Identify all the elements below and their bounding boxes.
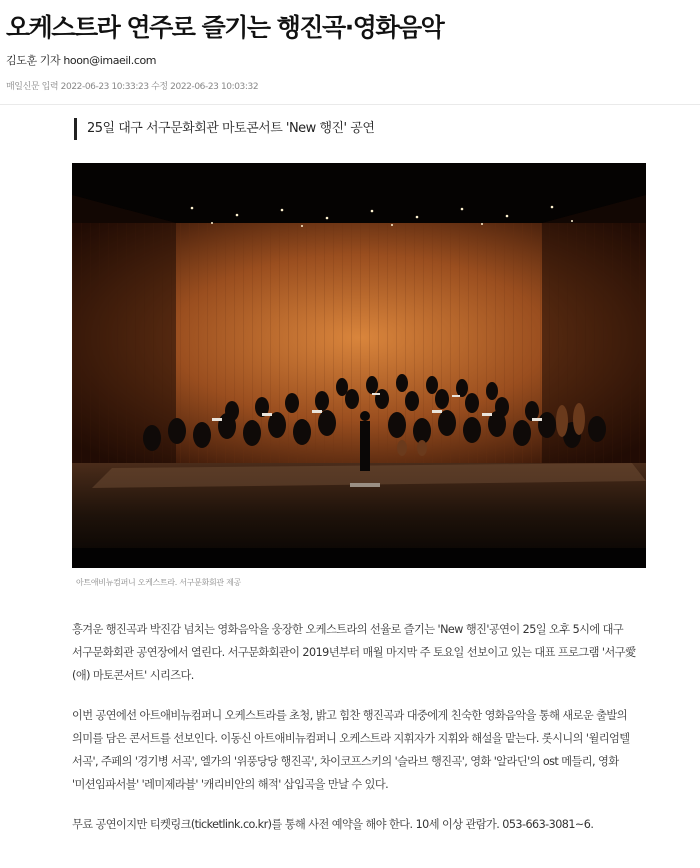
article-paragraph: 무료 공연이지만 티켓링크(ticketlink.co.kr)를 통해 사전 예약을 해야 한다. 10세 이상 관람가. 053-663-3081~6.: [72, 818, 594, 831]
article-subheading: 25일 대구 서구문화회관 마토콘서트 'New 행진' 공연: [74, 118, 374, 140]
article-byline[interactable]: 김도훈 기자 hoon@imaeil.com: [6, 54, 157, 67]
article-body: [72, 618, 650, 853]
header-divider: [0, 104, 700, 105]
article-dates: 매일신문 입력 2022-06-23 10:33:23 수정 2022-06-23 10:03:32: [6, 82, 259, 92]
article-headline: 오케스트라 연주로 즐기는 행진곡·영화음악: [6, 13, 444, 42]
photo-caption: 아트애비뉴컴퍼니 오케스트라. 서구문화회관 제공: [76, 578, 241, 587]
article-photo: [72, 163, 646, 568]
article-paragraph: 흥겨운 행진곡과 박진감 넘치는 영화음악을 웅장한 오케스트라의 선율로 즐기는 'New 행진'공연이 25일 오후 5시에 대구 서구문화회관 공연장에서 열린다. 서구문화회관이 2019년부터 매월 마지막 주 토요일 선보이고 있는 대표 프로그램 '서구愛(애) 마토콘서트' 시리즈다.: [72, 623, 636, 682]
article-paragraph: 이번 공연에선 아트애비뉴컴퍼니 오케스트라를 초청, 밝고 힘찬 행진곡과 대중에게 친숙한 영화음악을 통해 새로운 출발의 의미를 담은 콘서트를 선보인다. 이동신 아트애비뉴컴퍼니 오케스트라 지휘자가 지휘와 해설을 맡는다. 롯시니의 '윌리엄텔 서곡', 주페의 '경기병 서곡', 엘가의 '위풍당당 행진곡', 차이코프스키의 '슬라브 행진곡', 영화 '알라딘'의 ost 메들리, 영화 '미션임파서블' '레미제라블' '캐리비안의 해적' 삽입곡을 만날 수 있다.: [72, 709, 630, 791]
